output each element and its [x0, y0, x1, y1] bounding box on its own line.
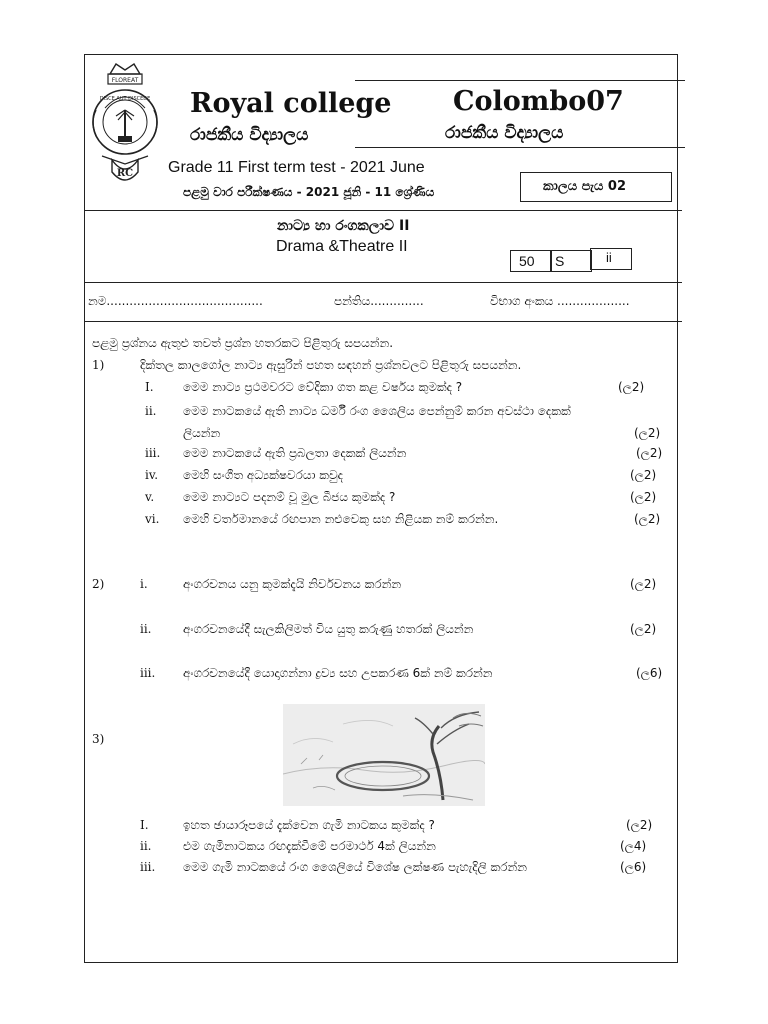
q3-part-2-text: එම ගැමිනාටකය රඟදැක්වීමේ පරමාර්ථ 4ක් ලියන්න: [183, 839, 436, 853]
header-rule-exam: [84, 210, 682, 211]
q3-part-1-text: ඉහත ඡායාරූපයේ දැක්වෙන ගැමි නාටකය කුමක්ද ?: [183, 818, 435, 832]
subject-rule: [84, 282, 682, 283]
fields-rule: [84, 321, 682, 322]
subject-code-3: ii: [606, 250, 612, 265]
q1-part-4-marks: (ල2): [630, 468, 657, 482]
q1-part-6-marks: (ල2): [634, 512, 661, 526]
q1-part-6-num: vi.: [145, 512, 160, 526]
q3-part-1-marks: (ල2): [626, 818, 653, 832]
name-field: නම.........................................: [88, 294, 263, 308]
q1-part-3-text: මෙම නාටකයේ ඇති ප්‍රබලතා දෙකක් ලියන්න: [183, 446, 407, 460]
duration-box: [520, 172, 672, 202]
subject-code-box-2: [550, 250, 592, 272]
q1-part-3-num: iii.: [145, 446, 161, 460]
q3-part-3-text: මෙම ගැමි නාටකයේ රංග ශෛලියේ විශේෂ ලක්ෂණ පැහැදිලි කරන්න: [183, 860, 528, 874]
school-city: Colombo07: [453, 86, 624, 117]
header-rule-top: [355, 80, 685, 81]
q2-part-3-text: අංගරචනයේදී යොදාගන්නා ද්‍රව්‍ය සහ උපකරණ 6ක් නම් කරන්න: [183, 666, 493, 680]
q2-part-2-num: ii.: [140, 622, 152, 636]
q3-part-1-num: I.: [140, 818, 149, 832]
q1-part-2-num: ii.: [145, 404, 157, 418]
q1-part-2-text: මෙම නාටකයේ ඇති නාට්‍ය ධර්මී රංග ශෛලිය පෙන්නුම් කරන අවස්ථා දෙකක්: [183, 404, 571, 418]
q1-part-2-continuation: ලියන්න: [183, 426, 221, 440]
school-name-en: Royal college: [190, 88, 392, 119]
q3-part-3-num: iii.: [140, 860, 156, 874]
q1-part-1-num: I.: [145, 380, 154, 394]
subject-code-2: S: [555, 253, 565, 269]
q3-part-2-marks: (ල4): [620, 839, 647, 853]
q1-part-5-text: මෙම නාට්‍යට පදනම් වූ මුල බීජය කුමක්ද ?: [183, 490, 396, 504]
subject-title-en: Drama &Theatre II: [276, 238, 408, 255]
duration-text: කාලය පැය 02: [543, 179, 627, 194]
question-2-number: 2): [92, 577, 105, 591]
q2-part-3-num: iii.: [140, 666, 156, 680]
exam-title-si: පළමු වාර පරීක්ෂණය - 2021 ජූනි - 11 ශ්‍රේණිය: [183, 185, 435, 199]
q1-part-5-marks: (ල2): [630, 490, 657, 504]
q3-part-3-marks: (ල6): [620, 860, 647, 874]
svg-text:DISCE AUT DISCEDE: DISCE AUT DISCEDE: [99, 96, 151, 102]
q1-part-6-text: මෙහි වර්තමානයේ රඟපාන නළුවෙකු සහ නිළියක නම් කරන්න.: [183, 512, 499, 526]
q2-part-1-num: i.: [140, 577, 148, 591]
index-number-field: විභාග අංකය ...................: [490, 294, 630, 308]
question-3-number: 3): [92, 732, 105, 746]
svg-text:FLOREAT: FLOREAT: [111, 77, 139, 84]
q2-part-1-marks: (ල2): [630, 577, 657, 591]
q1-part-5-num: v.: [145, 490, 155, 504]
q3-part-2-num: ii.: [140, 839, 152, 853]
school-name-si-left: රාජකීය විද්‍යාලය: [190, 125, 309, 145]
svg-text:RC: RC: [116, 168, 134, 179]
q2-part-2-text: අංගරචනයේදී සැලකිලිමත් විය යුතු කරුණු හතරක් ලියන්න: [183, 622, 474, 636]
subject-code-box-1: [510, 250, 552, 272]
class-field: පන්තිය..............: [334, 294, 424, 308]
q1-part-1-text: මෙම නාට්‍ය ප්‍රථමවරට වේදිකා ගත කළ වර්ෂය කුමක්ද ?: [183, 380, 463, 394]
subject-title-si: නාට්‍ය හා රංගකලාව II: [277, 218, 410, 234]
q1-part-1-marks: (ල2): [618, 380, 645, 394]
header-rule-mid: [355, 147, 685, 148]
q1-part-2-marks: (ල2): [634, 426, 661, 440]
instruction-text: පළමු ප්‍රශ්නය ඇතුළු තවත් ප්‍රශ්න හතරකට පිළිතුරු සපයන්න.: [92, 336, 394, 350]
q2-part-3-marks: (ල6): [636, 666, 663, 680]
q1-part-3-marks: (ල2): [636, 446, 663, 460]
school-crest-logo: [88, 60, 162, 188]
subject-code-1: 50: [519, 253, 535, 269]
exam-title-en: Grade 11 First term test - 2021 June: [168, 159, 425, 176]
q2-part-1-text: අංගරචනය යනු කුමක්දැයි නිර්වචනය කරන්න: [183, 577, 402, 591]
school-name-si-right: රාජකීය විද්‍යාලය: [445, 123, 564, 143]
q1-part-4-text: මෙහි සංගීත අධ්‍යක්ෂවරයා කවුද: [183, 468, 343, 482]
q2-part-2-marks: (ල2): [630, 622, 657, 636]
performance-circle-sketch-image: [283, 704, 485, 806]
question-1-number: 1): [92, 358, 105, 372]
q1-part-4-num: iv.: [145, 468, 159, 482]
subject-code-box-3: [590, 248, 632, 270]
question-1-stem: දික්තල කාලගෝල නාට්‍ය ඇසුරින් පහත සඳහන් ප්‍රශ්නවලට පිළිතුරු සපයන්න.: [140, 358, 522, 372]
